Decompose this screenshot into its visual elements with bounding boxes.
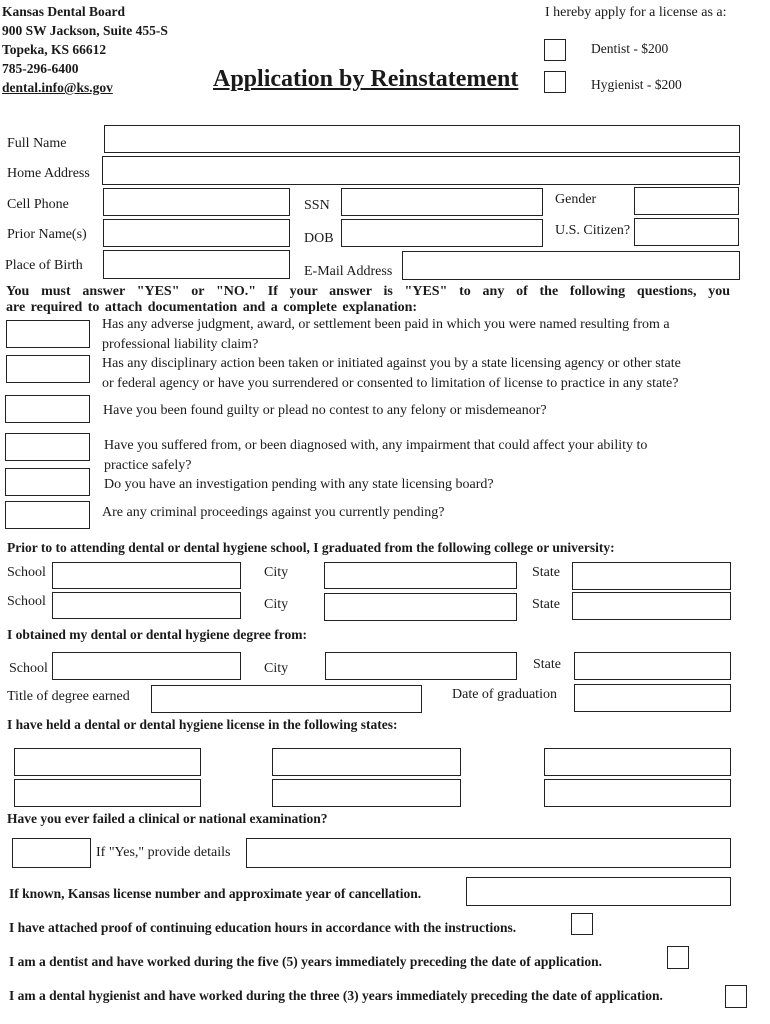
license-state-field-2[interactable]: [272, 748, 461, 776]
graduation-date-field[interactable]: [574, 684, 731, 712]
question-1-answer[interactable]: [6, 320, 90, 348]
degree-title-label: Title of degree earned: [7, 689, 130, 704]
us-citizen-field[interactable]: [634, 218, 739, 246]
dentist-worked-checkbox[interactable]: [667, 946, 689, 969]
question-6-answer[interactable]: [5, 501, 90, 529]
home-address-field[interactable]: [102, 156, 740, 185]
ce-hours-label: I have attached proof of continuing education hours in accordance with the instructions.: [9, 920, 517, 935]
kansas-license-label: If known, Kansas license number and approximate year of cancellation.: [9, 886, 422, 901]
question-2-answer[interactable]: [6, 355, 90, 383]
board-email[interactable]: dental.info@ks.gov: [2, 80, 113, 95]
degree-city-label: City: [264, 661, 289, 676]
question-2-text: Has any disciplinary action been taken or initiated against you by a state licensing agency or other state or federal agency or have you surrendered or consented to limitation of license to practice in any state?: [102, 356, 681, 391]
cell-phone-label: Cell Phone: [7, 197, 69, 212]
kansas-license-field[interactable]: [466, 877, 731, 906]
question-3-answer[interactable]: [5, 395, 90, 423]
exam-details-field[interactable]: [246, 838, 731, 868]
prior-names-field[interactable]: [103, 219, 290, 247]
board-address-line2: Topeka, KS 66612: [2, 42, 107, 57]
license-apply-prompt: I hereby apply for a license as a:: [545, 5, 727, 20]
prior-city-2-field[interactable]: [324, 593, 517, 621]
license-state-field-4[interactable]: [14, 779, 201, 807]
email-label: E-Mail Address: [304, 264, 393, 279]
full-name-label: Full Name: [7, 136, 67, 151]
prior-city-2-label: City: [264, 597, 289, 612]
cell-phone-field[interactable]: [103, 188, 290, 216]
us-citizen-label: U.S. Citizen?: [555, 223, 631, 238]
place-of-birth-label: Place of Birth: [5, 258, 83, 273]
license-state-field-1[interactable]: [14, 748, 201, 776]
question-4-text: Have you suffered from, or been diagnosed with, any impairment that could affect your ability to practice safely?: [104, 438, 648, 473]
dob-label: DOB: [304, 231, 334, 246]
prior-school-1-label: School: [7, 565, 46, 580]
board-name: Kansas Dental Board: [2, 4, 126, 19]
licenses-heading: I have held a dental or dental hygiene license in the following states:: [7, 717, 398, 732]
question-4-answer[interactable]: [5, 433, 90, 461]
hygienist-label: Hygienist - $200: [591, 77, 682, 92]
question-3-text: Have you been found guilty or plead no contest to any felony or misdemeanor?: [103, 403, 547, 418]
degree-heading: I obtained my dental or dental hygiene degree from:: [7, 627, 307, 642]
dob-field[interactable]: [341, 219, 543, 247]
prior-education-heading: Prior to to attending dental or dental hygiene school, I graduated from the following college or university:: [7, 540, 615, 555]
page-title: Application by Reinstatement: [213, 66, 519, 92]
graduation-date-label: Date of graduation: [452, 687, 557, 702]
full-name-field[interactable]: [104, 125, 740, 153]
license-state-field-6[interactable]: [544, 779, 731, 807]
board-info: [2, 2, 168, 97]
dentist-checkbox[interactable]: [544, 39, 566, 61]
exam-answer-field[interactable]: [12, 838, 91, 868]
exam-if-yes-label: If "Yes," provide details: [96, 845, 231, 860]
ce-hours-checkbox[interactable]: [571, 913, 593, 935]
home-address-label: Home Address: [7, 166, 90, 181]
question-1-text: Has any adverse judgment, award, or settlement been paid in which you were named resulting from a professional liability claim?: [102, 317, 670, 352]
question-5-text: Do you have an investigation pending with any state licensing board?: [104, 477, 494, 492]
gender-field[interactable]: [634, 187, 739, 215]
question-6-text: Are any criminal proceedings against you currently pending?: [102, 505, 445, 520]
degree-school-field[interactable]: [52, 652, 241, 680]
hygienist-worked-label: I am a dental hygienist and have worked during the three (3) years immediately preceding the date of application.: [9, 988, 663, 1003]
instructions-line1: You must answer "YES" or "NO." If your answer is "YES" to any of the following questions, you: [6, 284, 730, 299]
hygienist-worked-checkbox[interactable]: [725, 985, 747, 1008]
degree-city-field[interactable]: [325, 652, 517, 680]
prior-state-2-label: State: [532, 597, 560, 612]
prior-state-1-label: State: [532, 565, 560, 580]
prior-school-1-field[interactable]: [52, 562, 241, 589]
instructions-line2: are required to attach documentation and a complete explanation:: [6, 300, 418, 315]
place-of-birth-field[interactable]: [103, 250, 290, 279]
hygienist-checkbox[interactable]: [544, 71, 566, 93]
exam-heading: Have you ever failed a clinical or national examination?: [7, 811, 328, 826]
dentist-worked-label: I am a dentist and have worked during the five (5) years immediately preceding the date of application.: [9, 954, 602, 969]
ssn-label: SSN: [304, 198, 330, 213]
prior-school-2-field[interactable]: [52, 592, 241, 619]
prior-names-label: Prior Name(s): [7, 227, 87, 242]
degree-state-field[interactable]: [574, 652, 731, 680]
prior-city-1-field[interactable]: [324, 562, 517, 589]
prior-state-2-field[interactable]: [572, 592, 731, 620]
question-5-answer[interactable]: [5, 468, 90, 496]
license-state-field-5[interactable]: [272, 779, 461, 807]
ssn-field[interactable]: [341, 188, 543, 216]
board-address-line1: 900 SW Jackson, Suite 455-S: [2, 23, 168, 38]
license-state-field-3[interactable]: [544, 748, 731, 776]
degree-state-label: State: [533, 657, 561, 672]
email-field[interactable]: [402, 251, 740, 280]
dentist-label: Dentist - $200: [591, 41, 669, 56]
degree-title-field[interactable]: [151, 685, 422, 713]
prior-school-2-label: School: [7, 594, 46, 609]
degree-school-label: School: [9, 661, 48, 676]
gender-label: Gender: [555, 192, 597, 207]
prior-city-1-label: City: [264, 565, 289, 580]
board-phone: 785-296-6400: [2, 61, 79, 76]
prior-state-1-field[interactable]: [572, 562, 731, 590]
